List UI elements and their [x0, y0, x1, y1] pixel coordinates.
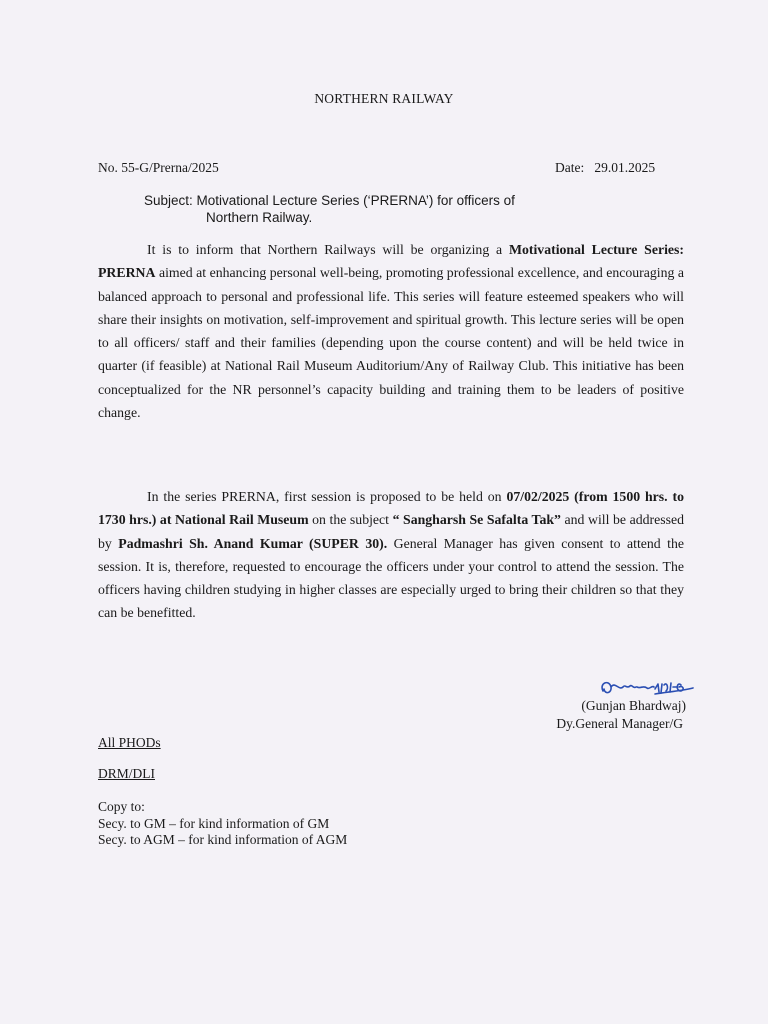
- letter-date: Date: 29.01.2025: [555, 160, 656, 175]
- body-paragraph-2: [98, 485, 684, 625]
- signatory-name: (Gunjan Bhardwaj): [581, 698, 686, 713]
- body-paragraph-1: [98, 238, 684, 424]
- copy-to-line-agm: Secy. to AGM – for kind information of AGM: [98, 832, 348, 847]
- para1-bold-1: Motivational Lecture Series: PRERNA: [98, 242, 684, 281]
- copy-to-heading: Copy to:: [98, 799, 145, 814]
- subject-line-1: Subject: Motivational Lecture Series (‘PRERNA’) for officers of: [144, 193, 515, 208]
- para2-text-4: General Manager has given consent to attend the session. It is, therefore, requested to encourage the officers under your control to attend the session. The officers having children studying in higher classes are especially urged to bring their children so that they can be benefitted.: [98, 535, 685, 621]
- reference-number: No. 55-G/Prerna/2025: [98, 160, 219, 175]
- para2-text-3: and will be addressed by: [98, 512, 685, 551]
- para2-bold-2: “ Sangharsh Se Safalta Tak”: [392, 512, 561, 528]
- signatory-designation: Dy.General Manager/G: [556, 716, 683, 731]
- recipient-all-phods: All PHODs: [98, 735, 161, 750]
- recipient-drm-dli: DRM/DLI: [98, 766, 155, 781]
- para2-text-1: In the series PRERNA, first session is proposed to be held on: [147, 489, 507, 504]
- copy-to-line-gm: Secy. to GM – for kind information of GM: [98, 815, 330, 831]
- para2-bold-3: Padmashri Sh. Anand Kumar (SUPER 30).: [118, 535, 388, 551]
- copy-to-block: [98, 799, 347, 849]
- subject-line-2: Northern Railway.: [206, 210, 313, 225]
- para1-text-2: aimed at enhancing personal well-being, promoting professional excellence, and encouraging a balanced approach to personal and professional life. This series will feature esteemed speakers who will share their insights on motivation, self-improvement and spiritual growth. This lecture series will be open to all officers/ staff and their families (depending upon the course content) and will be held twice in quarter (if feasible) at National Rail Museum Auditorium/Any of Railway Club. This initiative has been conceptualized for the NR personnel’s capacity building and training them to be leaders of positive change.: [98, 265, 684, 421]
- para1-text-1: It is to inform that Northern Railways will be organizing a: [147, 242, 509, 257]
- para2-bold-1: 07/02/2025 (from 1500 hrs. to 1730 hrs.) at National Rail Museum: [98, 489, 684, 528]
- subject-line: [144, 192, 604, 226]
- letterhead-org: NORTHERN RAILWAY: [314, 91, 454, 106]
- para2-text-2: on the subject: [308, 512, 393, 528]
